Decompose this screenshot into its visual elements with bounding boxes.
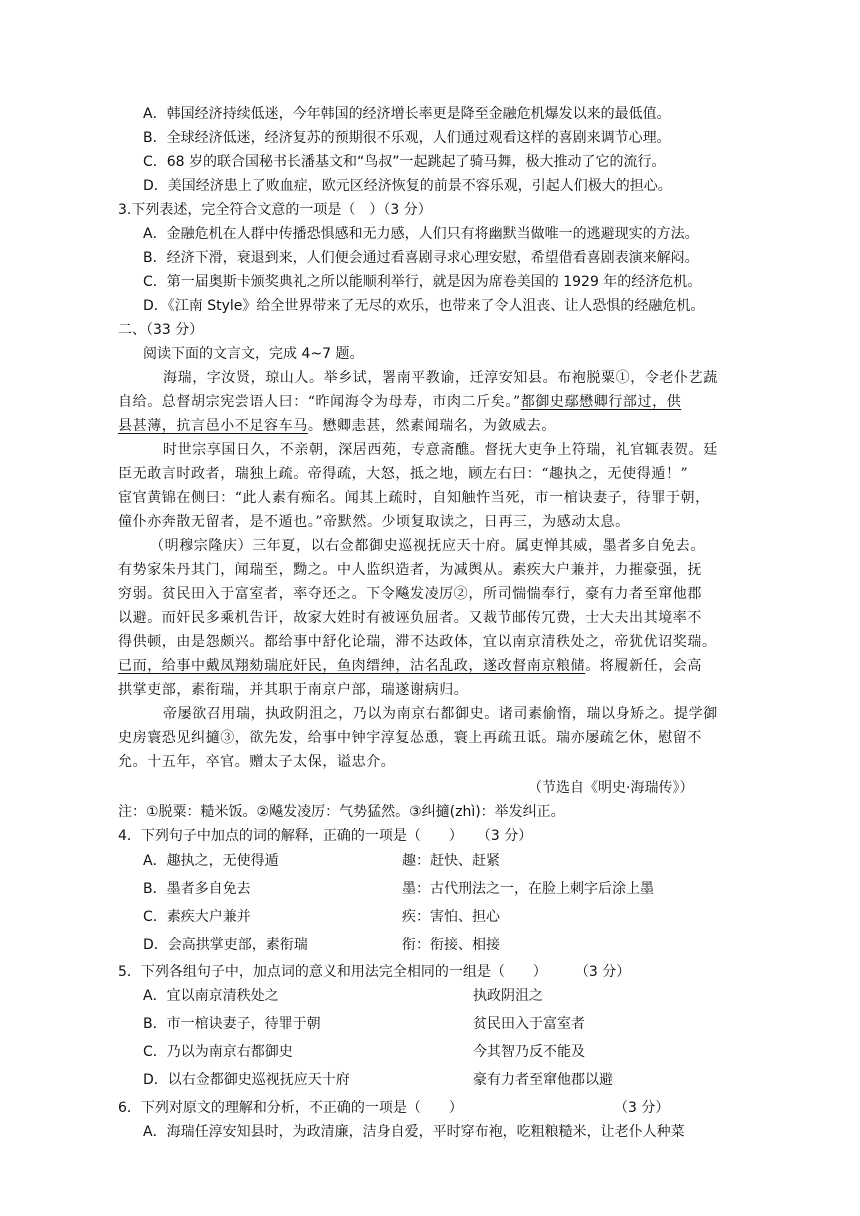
underlined-sentence: 已而，给事中戴凤翔劾瑞庇奸民，鱼肉缙绅，沽名乱政，遂改督南京粮储 — [118, 658, 586, 674]
passage-line: 拱掌吏部，素衔瑞，并其职于南京户部，瑞遂谢病归。 — [118, 682, 469, 698]
passage-line: 宦官黄锦在侧曰：“此人素有痴名。闻其上疏时，自知触忤当死，市一棺诀妻子，待罪于朝， — [118, 490, 710, 506]
q4-stem: 4．下列句子中加点的词的解释，正确的一项是（ ） （3 分） — [118, 828, 533, 844]
q5-option-a-right: 执政阴沮之 — [473, 988, 543, 1004]
passage-line: 时世宗享国日久，不亲朝，深居西苑，专意斋醮。督抚大吏争上符瑞，礼官辄表贺。廷 — [163, 442, 718, 458]
q4-option-c-meaning: 疾：害怕、担心 — [402, 909, 500, 925]
passage-line — [118, 416, 556, 436]
q2-option-c: C．68 岁的联合国秘书长潘基文和“鸟叔”一起跳起了骑马舞，极大推动了它的流行。 — [143, 154, 666, 170]
q5-option-c-right: 今其智乃反不能及 — [473, 1044, 585, 1060]
q4-option-d: D．会高拱掌吏部，素衔瑞 — [143, 937, 308, 953]
q2-option-a: A．韩国经济持续低迷，今年韩国的经济增长率更是降至金融危机爆发以来的最低值。 — [143, 106, 671, 122]
passage-line: 以避。而奸民多乘机告讦，故家大姓时有被诬负屈者。又裁节邮传冗费，士大夫出其境率不 — [118, 610, 702, 626]
q4-option-c: C．素疾大户兼并 — [143, 909, 251, 925]
q5-option-d-right: 豪有力者至窜他郡以避 — [473, 1072, 613, 1088]
passage-text: 。将履新任，会高 — [585, 658, 703, 674]
q5-option-d-left: D．以右佥都御史巡视抚应天十府 — [143, 1072, 350, 1088]
q3-option-a: A．金融危机在人群中传播恐惧感和无力感，人们只有将幽默当做唯一的逃避现实的方法。 — [143, 226, 699, 242]
passage-line — [118, 392, 681, 412]
passage-line: 臣无敢言时政者，瑞独上疏。帝得疏，大怒，抵之地，顾左右曰：“趣执之，无使得遁！” — [118, 466, 689, 482]
passage-line: 允。十五年，卒官。赠太子太保，谥忠介。 — [118, 754, 396, 770]
passage-text: 自给。总督胡宗宪尝语人曰：“昨闻海令为母寿，市肉二斤矣。” — [118, 394, 521, 410]
passage-line: 僮仆亦奔散无留者，是不遁也。”帝默然。少顷复取读之，日再三，为感动太息。 — [118, 514, 630, 530]
q6-score: （3 分） — [614, 1100, 670, 1116]
q3-option-b: B．经济下滑，衰退到来，人们便会通过看喜剧寻求心理安慰，希望借看喜剧表演来解闷。 — [143, 250, 699, 266]
q5-option-a-left: A．宜以南京清秩处之 — [143, 988, 279, 1004]
q6-option-a: A．海瑞任淳安知县时，为政清廉，洁身自爱，平时穿布袍，吃粗粮糙米，让老仆人种菜 — [143, 1124, 685, 1140]
q6-stem: 6．下列对原文的理解和分析，不正确的一项是（ ） — [118, 1100, 463, 1116]
q2-option-b: B．全球经济低迷，经济复苏的预期很不乐观，人们通过观看这样的喜剧来调节心理。 — [143, 130, 671, 146]
q4-option-a-meaning: 趣：赶快、赶紧 — [402, 853, 500, 869]
q5-option-b-right: 贫民田入于富室者 — [473, 1016, 585, 1032]
q4-option-b-meaning: 墨：古代刑法之一，在脸上刺字后涂上墨 — [402, 881, 654, 897]
q4-option-b: B．墨者多自免去 — [143, 881, 251, 897]
q3-option-d: D．《江南 Style》给全世界带来了无尽的欢乐，也带来了令人沮丧、让人恐惧的经融危机。 — [143, 298, 705, 314]
section-heading: 二、（33 分） — [118, 322, 204, 338]
passage-line — [118, 656, 702, 676]
passage-line: 史房寰恐见纠擿③，欲先发，给事中钟宇淳复怂恿，寰上再疏丑诋。瑞亦屡疏乞休，慰留不 — [118, 730, 702, 746]
footnote: 注：①脱粟：糙米饭。②飚发凌厉：气势猛然。③纠擿(zhì)：举发纠正。 — [118, 804, 565, 820]
passage-line: （明穆宗隆庆）三年夏，以右佥都御史巡视抚应天十府。属吏惮其威，墨者多自免去。 — [150, 538, 705, 554]
q4-option-a: A．趣执之，无使得遁 — [143, 853, 279, 869]
passage-line: 穷弱。贫民田入于富室者，率夺还之。下令飚发凌厉②，所司惴惴奉行，豪有力者至窜他郡 — [118, 586, 702, 602]
q2-option-d: D．美国经济患上了败血症，欧元区经济恢复的前景不容乐观，引起人们极大的担心。 — [143, 178, 672, 194]
q5-stem: 5．下列各组句子中，加点词的意义和用法完全相同的一组是（ ） （3 分） — [118, 964, 631, 980]
passage-line: 帝屡欲召用瑞，执政阴沮之，乃以为南京右都御史。诸司素偷惰，瑞以身矫之。提学御 — [163, 706, 718, 722]
section-instruction: 阅读下面的文言文，完成 4~7 题。 — [143, 346, 364, 362]
passage-text: 。懋卿恚甚，然素闻瑞名，为敛威去。 — [307, 418, 557, 434]
q5-option-b-left: B．市一棺诀妻子，待罪于朝 — [143, 1016, 321, 1032]
q4-option-d-meaning: 衔：衔接、相接 — [402, 937, 500, 953]
q5-option-c-left: C．乃以为南京右都御史 — [143, 1044, 293, 1060]
q3-stem: 3.下列表述，完全符合文意的一项是（ ）（3 分） — [118, 202, 432, 218]
passage-line: 有势家朱丹其门，闻瑞至，黝之。中人监织造者，为减舆从。素疾大户兼并，力摧豪强，抚 — [118, 562, 702, 578]
passage-line: 得供顿，由是怨颇兴。都给事中舒化论瑞，滞不达政体，宜以南京清秩处之，帝犹优诏奖瑞。 — [118, 634, 717, 650]
passage-source: （节选自《明史·海瑞传》） — [528, 780, 694, 796]
passage-line: 海瑞，字汝贤，琼山人。举乡试，署南平教谕，迁淳安知县。布袍脱粟①，令老仆艺蔬 — [163, 370, 718, 386]
q3-option-c: C．第一届奥斯卡颁奖典礼之所以能顺利举行，就是因为席卷美国的 1929 年的经济危机。 — [143, 274, 702, 290]
underlined-sentence: 都御史鄢懋卿行部过，供 — [520, 394, 682, 410]
underlined-sentence: 县甚薄，抗言邑小不足容车马 — [118, 418, 308, 434]
